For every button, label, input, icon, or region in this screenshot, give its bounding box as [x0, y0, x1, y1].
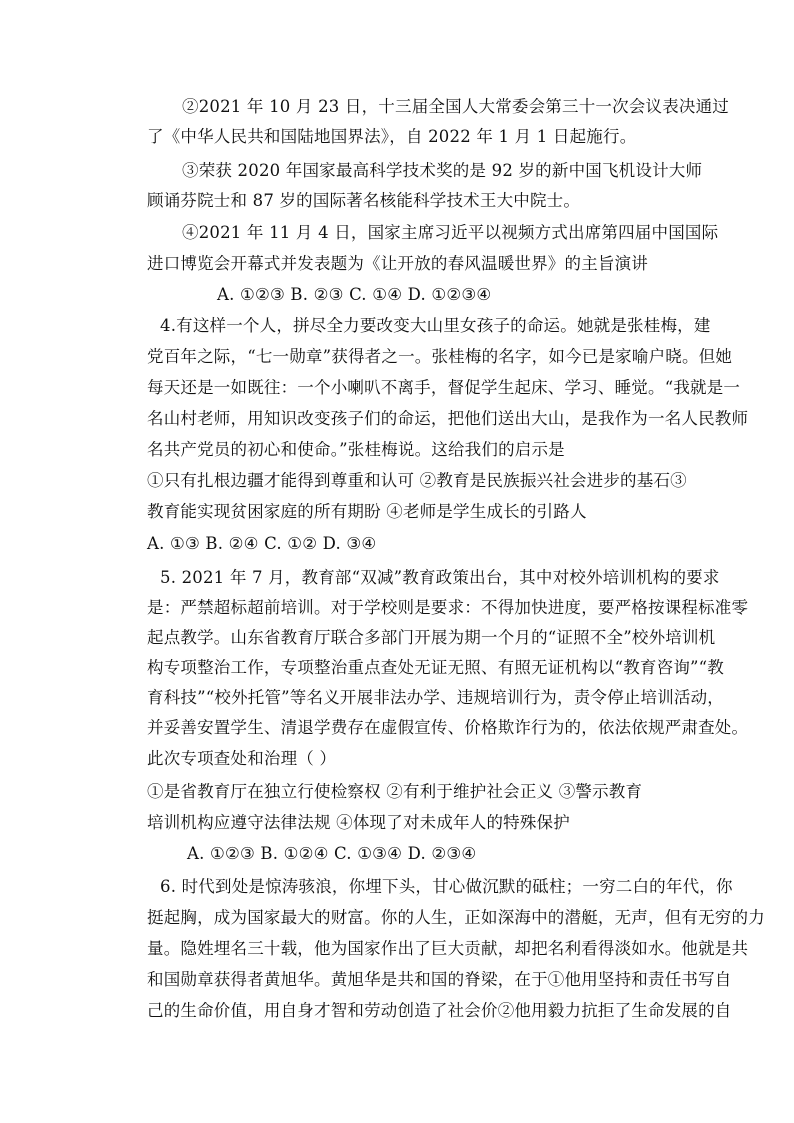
question5-line4: 构专项整治工作，专项整治重点查处无证无照、有照无证机构以“教育咨询”“教	[147, 658, 725, 677]
question5-line7: 此次专项查处和治理（ ）	[147, 749, 337, 768]
item3-option2-line1: ②2021 年 10 月 23 日，十三届全国人大常委会第三十一次会议表决通过	[182, 97, 730, 116]
item3-option3-line2: 顾诵芬院士和 87 岁的国际著名核能科学技术王大中院士。	[147, 191, 581, 210]
question4-line5: 名共产党员的初心和使命。”张桂梅说。这给我们的启示是	[147, 440, 565, 459]
question3-choices: A. ①②③ B. ②③ C. ①④ D. ①②③④	[217, 285, 492, 304]
question6-line1: 6. 时代到处是惊涛骇浪，你埋下头，甘心做沉默的砥柱；一穷二白的年代，你	[160, 877, 733, 896]
item3-option4-line1: ④2021 年 11 月 4 日，国家主席习近平以视频方式出席第四届中国国际	[182, 223, 719, 242]
question4-line2: 党百年之际，“七一勋章”获得者之一。张桂梅的名字，如今已是家喻户晓。但她	[147, 347, 733, 366]
question5-line2: 是：严禁超标超前培训。对于学校则是要求：不得加快进度，要严格按课程标准零	[147, 598, 749, 617]
question4-line3: 每天还是一如既往：一个小喇叭不离手，督促学生起床、学习、睡觉。“我就是一	[147, 378, 741, 397]
question4-statements-line2: 教育能实现贫困家庭的所有期盼 ④老师是学生成长的引路人	[147, 502, 587, 521]
question5-line6: 并妥善安置学生、清退学费存在虚假宣传、价格欺诈行为的，依法依规严肃查处。	[147, 718, 749, 737]
question6-line5: 己的生命价值，用自身才智和劳动创造了社会价②他用毅力抗拒了生命发展的自	[147, 1001, 732, 1020]
question4-statements-line1: ①只有扎根边疆才能得到尊重和认可 ②教育是民族振兴社会进步的基石③	[147, 471, 687, 490]
question5-line3: 起点教学。山东省教育厅联合多部门开展为期一个月的“证照不全”校外培训机	[147, 628, 716, 647]
question5-statements-line1: ①是省教育厅在独立行使检察权 ②有利于维护社会正义 ③警示教育	[147, 782, 643, 801]
item3-option4-line2: 进口博览会开幕式并发表题为《让开放的春风温暖世界》的主旨演讲	[147, 254, 648, 273]
question5-line5: 育科技”“校外托管”等名义开展非法办学、违规培训行为，责令停止培训活动，	[147, 688, 725, 707]
question4-choices: A. ①③ B. ②④ C. ①② D. ③④	[147, 534, 377, 553]
question6-line3: 量。隐姓埋名三十载，他为国家作出了巨大贡献，却把名利看得淡如水。他就是共	[147, 939, 749, 958]
question6-line2: 挺起胸，成为国家最大的财富。你的人生，正如深海中的潜艇，无声，但有无穷的力	[147, 908, 765, 927]
question5-choices: A. ①②③ B. ①②④ C. ①③④ D. ②③④	[187, 844, 477, 863]
question4-line1: 4.有这样一个人，拼尽全力要改变大山里女孩子的命运。她就是张桂梅，建	[160, 316, 711, 335]
question5-line1: 5. 2021 年 7 月，教育部“双减”教育政策出台，其中对校外培训机构的要求	[160, 568, 720, 587]
question4-line4: 名山村老师，用知识改变孩子们的命运，把他们送出大山，是我作为一名人民教师	[147, 409, 749, 428]
question5-statements-line2: 培训机构应遵守法律法规 ④体现了对未成年人的特殊保护	[147, 813, 570, 832]
item3-option3-line1: ③荣获 2020 年国家最高科学技术奖的是 92 岁的新中国飞机设计大师	[182, 161, 703, 180]
question6-line4: 和国勋章获得者黄旭华。黄旭华是共和国的脊梁，在于①他用坚持和责任书写自	[147, 970, 732, 989]
item3-option2-line2: 了《中华人民共和国陆地国界法》，自 2022 年 1 月 1 日起施行。	[147, 127, 637, 146]
